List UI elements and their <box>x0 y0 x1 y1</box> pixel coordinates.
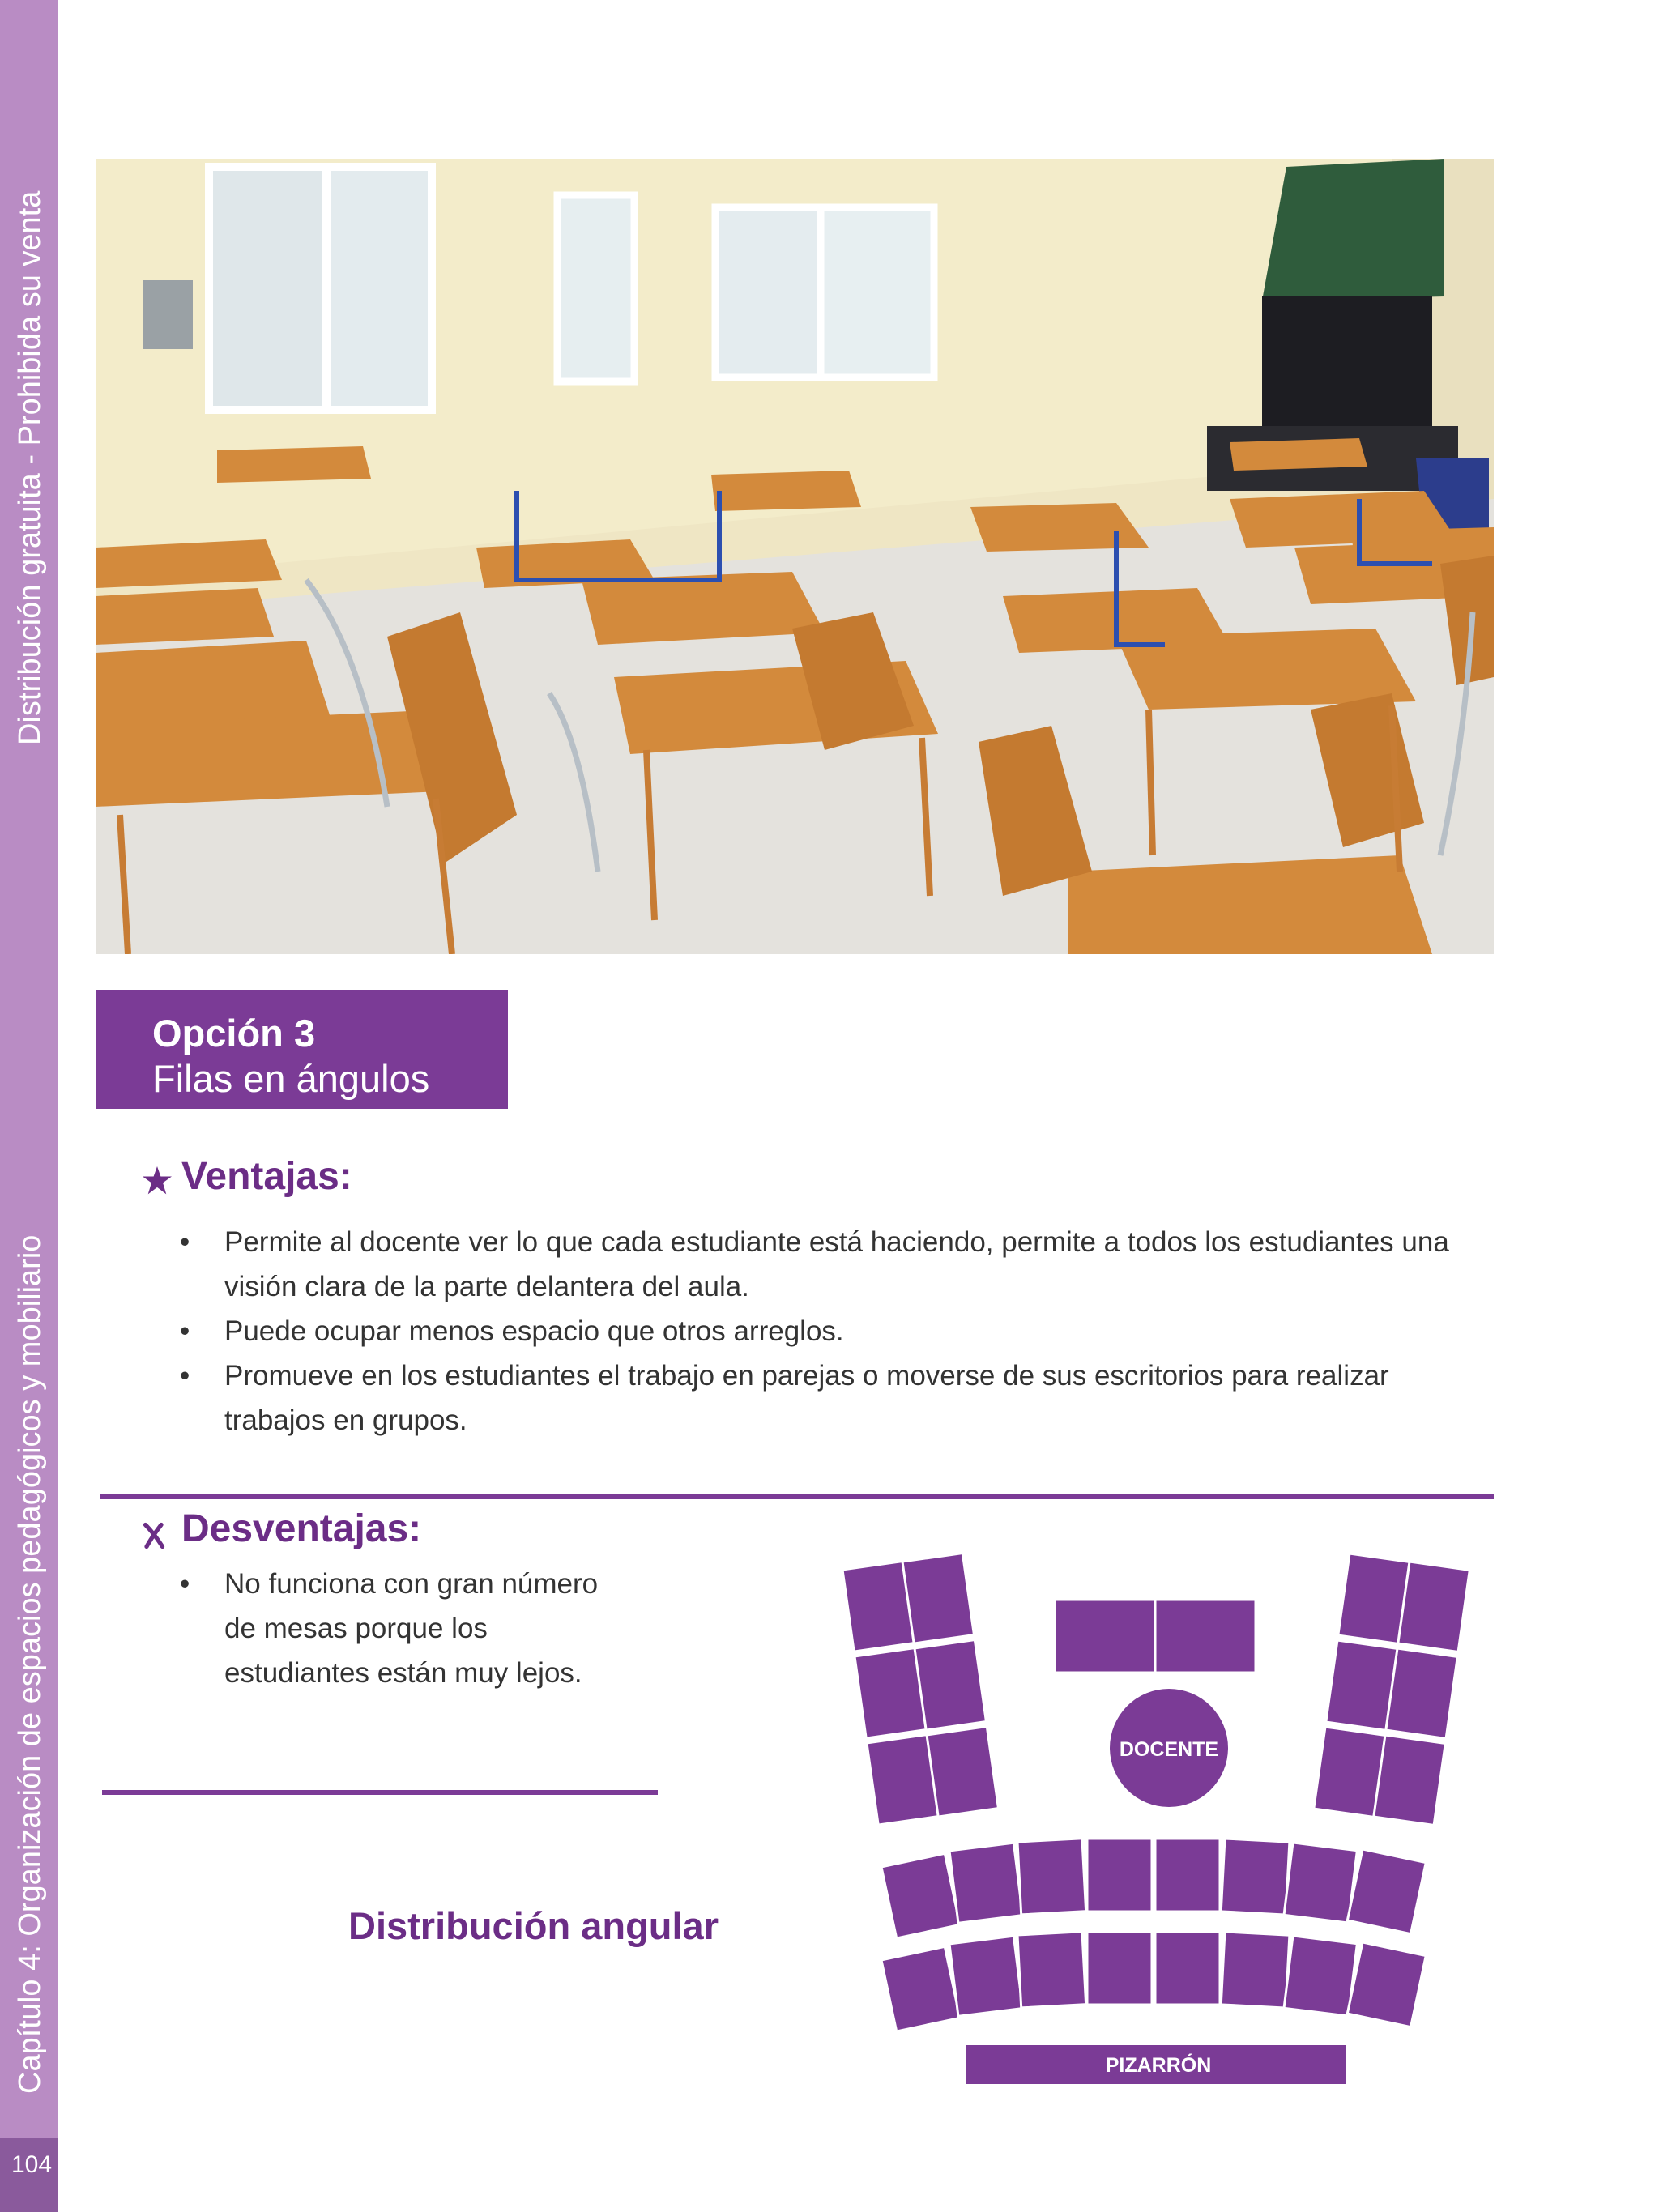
list-item <box>180 1220 1492 1309</box>
bullet: • <box>180 1360 190 1392</box>
bullet: • <box>180 1315 190 1347</box>
star-icon <box>142 1166 173 1196</box>
bullet: • <box>180 1226 190 1258</box>
desk <box>1386 1648 1457 1738</box>
cross-icon <box>142 1521 166 1550</box>
teacher-desk <box>1155 1600 1256 1673</box>
desk <box>1398 1562 1469 1652</box>
board-label: PIZARRÓN <box>1105 2054 1212 2077</box>
desk <box>902 1554 974 1643</box>
list-item-text: Permite al docente ver lo que cada estudiante está haciendo, permite a todos los estudiantes una visión clara de la parte delantera del aula. <box>224 1226 1449 1302</box>
page-number: 104 <box>11 2151 53 2178</box>
option-title: Opción 3 <box>152 1012 316 1055</box>
desk <box>1087 1839 1152 1912</box>
desventajas-list <box>180 1562 633 1695</box>
desk <box>1374 1735 1445 1825</box>
desk <box>915 1640 986 1730</box>
desk <box>1087 1932 1152 2005</box>
list-item <box>180 1309 1492 1353</box>
list-item-text: Promueve en los estudiantes el trabajo en parejas o moverse de sus escritorios para realizar trabajos en grupos. <box>224 1360 1389 1436</box>
bullet: • <box>180 1568 190 1600</box>
desk <box>1347 1942 1426 2027</box>
desk <box>1155 1932 1220 2005</box>
ventajas-list <box>180 1220 1492 1443</box>
desk <box>1347 1849 1426 1934</box>
teacher-label: DOCENTE <box>1119 1738 1219 1761</box>
desk <box>881 1853 960 1938</box>
list-item <box>180 1353 1492 1443</box>
desk <box>949 1843 1022 1923</box>
ventajas-heading: Ventajas: <box>181 1155 352 1198</box>
distribution-notice: Distribución gratuita - Prohibida su venta <box>13 190 47 745</box>
desk <box>1017 1932 1086 2008</box>
section-divider-short <box>102 1790 658 1795</box>
desk <box>1221 1932 1290 2008</box>
list-item <box>180 1562 633 1695</box>
desk <box>1284 1843 1357 1923</box>
desk <box>1221 1839 1290 1915</box>
teacher-desk <box>1055 1600 1155 1673</box>
desk <box>949 1936 1022 2016</box>
classroom-photo <box>96 159 1494 954</box>
desk <box>1017 1839 1086 1915</box>
option-subtitle: Filas en ángulos <box>152 1057 430 1100</box>
angular-layout-diagram <box>834 1539 1482 2098</box>
chapter-title: Capítulo 4: Organización de espacios pedagógicos y mobiliario <box>13 1234 47 2094</box>
desk <box>927 1727 998 1817</box>
desk <box>881 1946 960 2031</box>
desk <box>1284 1936 1357 2016</box>
diagram-title: Distribución angular <box>348 1904 719 1947</box>
section-divider <box>100 1494 1494 1499</box>
list-item-text: No funciona con gran número de mesas porque los estudiantes están muy lejos. <box>224 1568 599 1689</box>
desk <box>1155 1839 1220 1912</box>
list-item-text: Puede ocupar menos espacio que otros arreglos. <box>224 1315 844 1347</box>
desventajas-heading: Desventajas: <box>181 1507 422 1550</box>
